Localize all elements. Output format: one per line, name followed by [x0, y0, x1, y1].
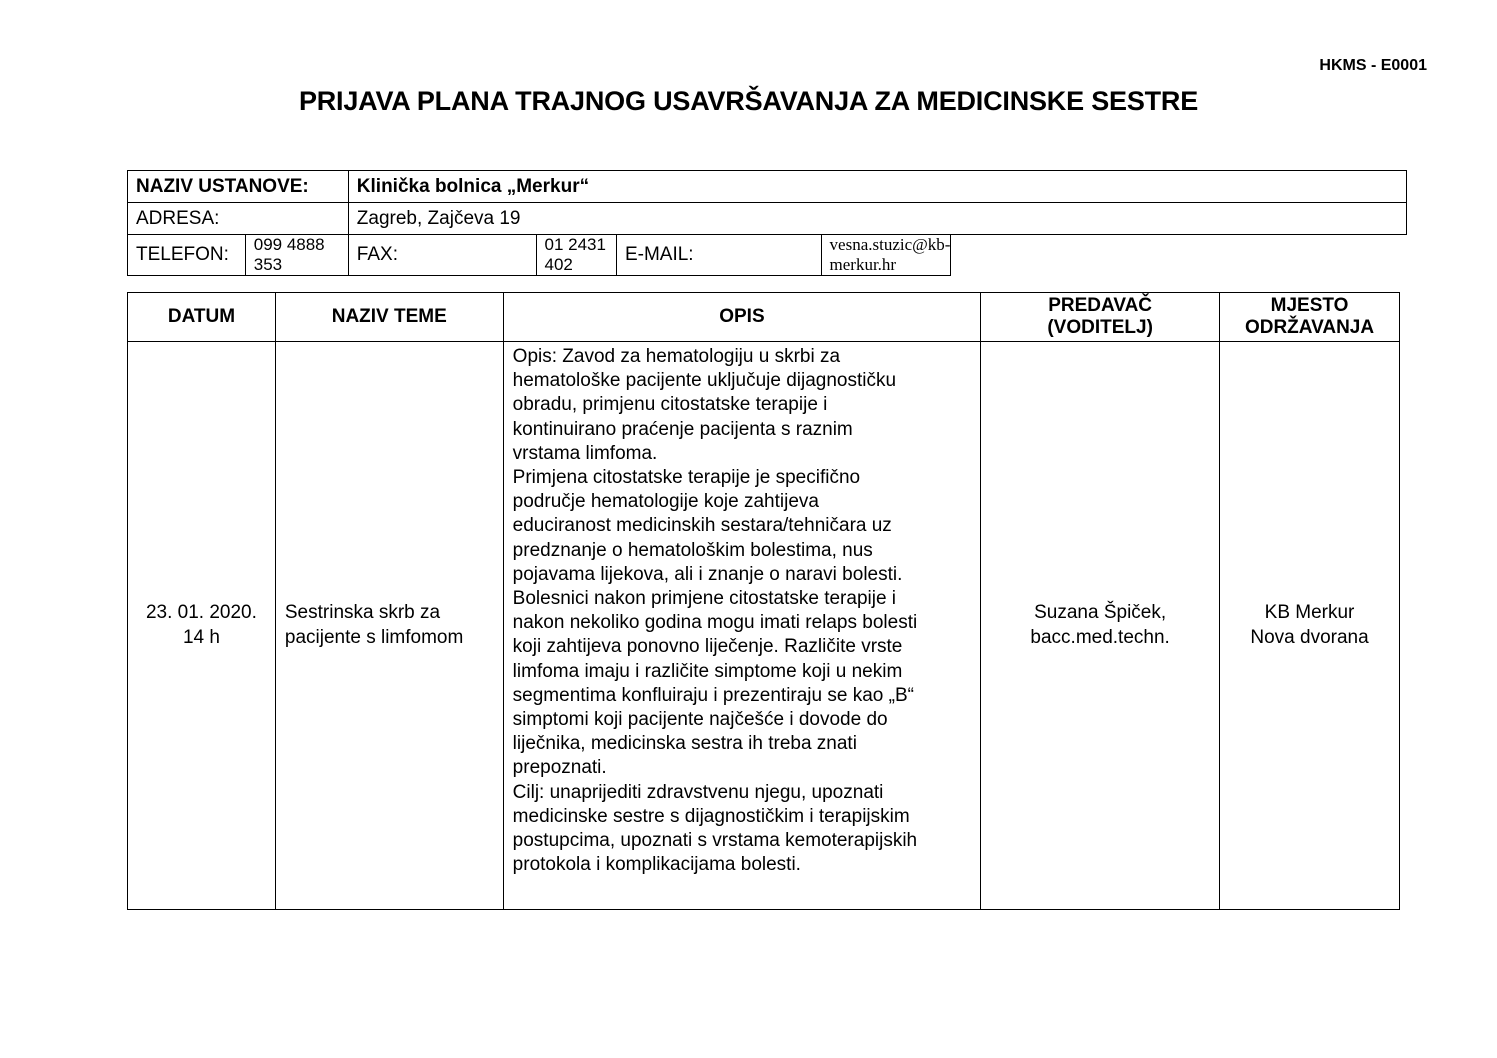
institution-table: [127, 170, 1407, 276]
row-description: [503, 342, 981, 910]
row-date: 23. 01. 2020. 14 h: [128, 342, 276, 910]
email-value: vesna.stuzic@kb-merkur.hr: [821, 235, 951, 276]
plan-header-row: [128, 293, 1400, 342]
institution-name-row: [128, 171, 1407, 203]
address-value: Zagreb, Zajčeva 19: [348, 203, 1406, 235]
fax-value: 01 2431 402: [536, 235, 616, 276]
row-lecturer: Suzana Špiček, bacc.med.techn.: [981, 342, 1220, 910]
description-paragraph: Opis: Zavod za hematologiju u skrbi za hematološke pacijente uključuje dijagnostičku obradu, primjenu citostatske terapije i kontinuirano praćenje pacijenta s raznim vrstama limfoma.: [512, 346, 897, 464]
institution-name-label: NAZIV USTANOVE:: [128, 171, 349, 203]
institution-name-value: Klinička bolnica „Merkur“: [348, 171, 1406, 203]
email-label: E-MAIL:: [616, 235, 821, 276]
institution-contact-row: [128, 235, 1407, 276]
description-paragraph: Primjena citostatske terapije je specifično područje hematologije koje zahtijeva educiranost medicinskih sestara/tehničara uz predznanje o hematološkim bolestima, nus pojavama lijekova, ali i znanje o naravi bolesti.: [512, 467, 903, 585]
document-title: PRIJAVA PLANA TRAJNOG USAVRŠAVANJA ZA MEDICINSKE SESTRE: [298, 86, 1199, 116]
header-lecturer: PREDAVAČ (VODITELJ): [981, 293, 1220, 342]
header-topic: NAZIV TEME: [275, 293, 503, 342]
header-date: DATUM: [128, 293, 276, 342]
institution-address-row: [128, 203, 1407, 235]
header-venue: MJESTO ODRŽAVANJA: [1220, 293, 1400, 342]
row-venue: KB Merkur Nova dvorana: [1220, 342, 1400, 910]
description-paragraph: Cilj: unaprijediti zdravstvenu njegu, upoznati medicinske sestre s dijagnostičkim i terapijskim postupcima, upoznati s vrstama kemoterapijskih protokola i komplikacijama bolesti.: [512, 781, 918, 876]
phone-label: TELEFON:: [128, 235, 246, 276]
phone-value: 099 4888 353: [245, 235, 348, 276]
fax-label: FAX:: [348, 235, 536, 276]
table-row: [128, 342, 1400, 910]
description-paragraph: Bolesnici nakon primjene citostatske terapije i nakon nekoliko godina mogu imati relaps bolesti koji zahtijeva ponovno liječenje. Različite vrste limfoma imaju i različite simptome koji u nekim segmentima konfluiraju i prezentiraju se kao „B“ simptomi koji pacijente najčešće i dovode do liječnika, medicinska sestra ih treba znati prepoznati.: [512, 588, 918, 779]
row-topic: Sestrinska skrb za pacijente s limfomom: [275, 342, 503, 910]
plan-table: [127, 292, 1400, 910]
address-label: ADRESA:: [128, 203, 349, 235]
document-code: HKMS - E0001: [1319, 57, 1427, 74]
header-description: OPIS: [503, 293, 981, 342]
